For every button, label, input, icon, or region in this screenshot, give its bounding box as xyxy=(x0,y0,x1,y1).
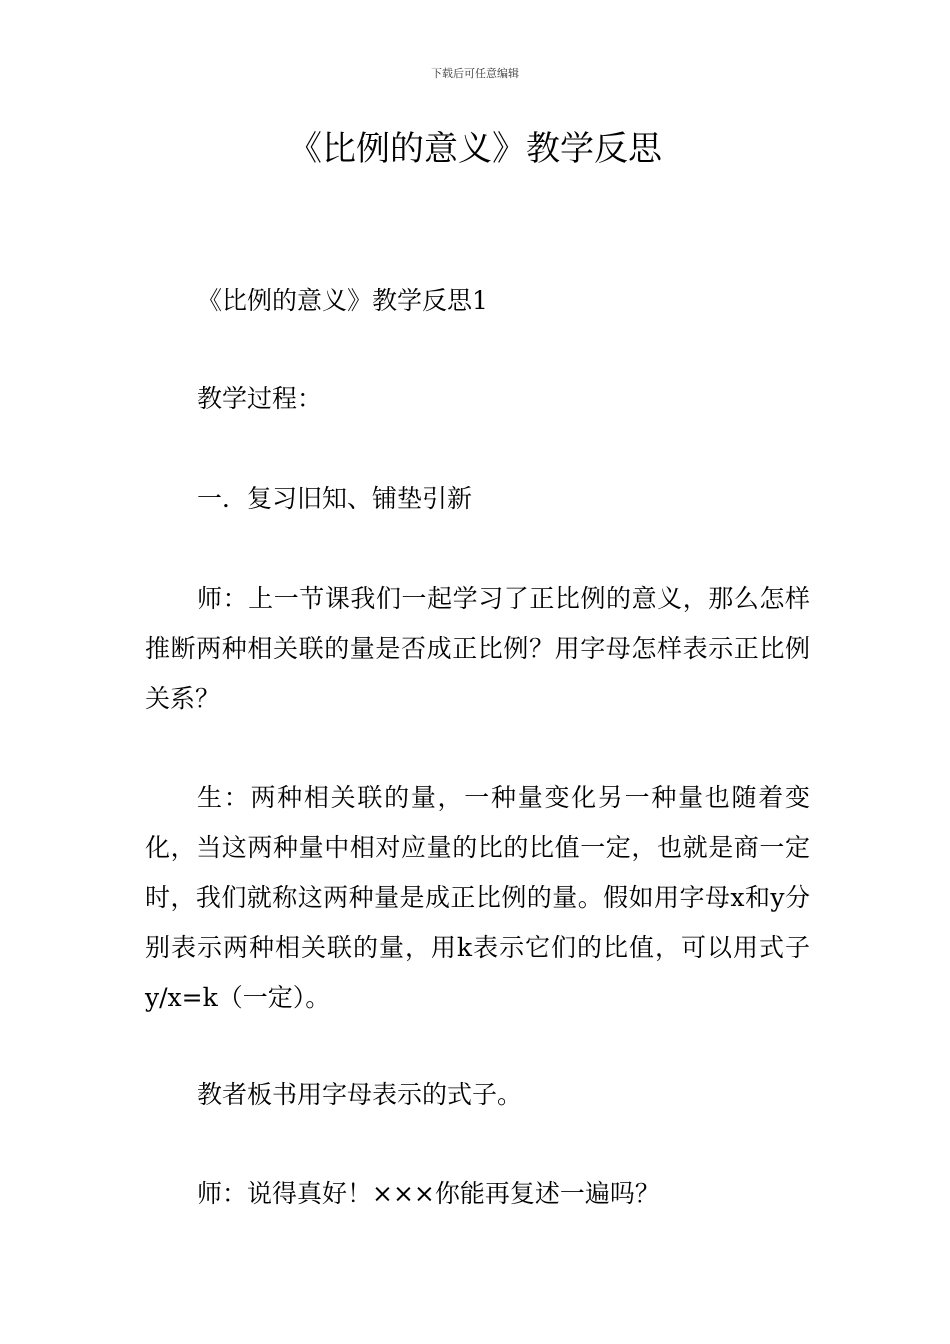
paragraph-step-one: 一．复习旧知、铺垫引新 xyxy=(197,484,473,513)
paragraph-student-answer: 生：两种相关联的量，一种量变化另一种量也随着变化，当这两种量中相对应量的比的比值一定，也就是商一定时，我们就称这两种量是成正比例的量。假如用字母x和y分别表示两种相关联的量，用k表示它们的比值，可以用式子y/x=k（一定）。 xyxy=(145,783,810,1012)
document-title: 《比例的意义》教学反思 xyxy=(288,129,662,169)
paragraph-teaching-process: 教学过程： xyxy=(197,384,323,413)
header-note: 下载后可任意编辑 xyxy=(431,67,519,80)
paragraph-teacher-praise: 师：说得真好！×××你能再复述一遍吗？ xyxy=(197,1179,660,1208)
section-heading: 《比例的意义》教学反思1 xyxy=(197,286,488,315)
paragraph-teacher-question: 师：上一节课我们一起学习了正比例的意义，那么怎样推断两种相关联的量是否成正比例？用字母怎样表示正比例关系？ xyxy=(145,584,810,713)
paragraph-board-note: 教者板书用字母表示的式子。 xyxy=(197,1080,523,1109)
